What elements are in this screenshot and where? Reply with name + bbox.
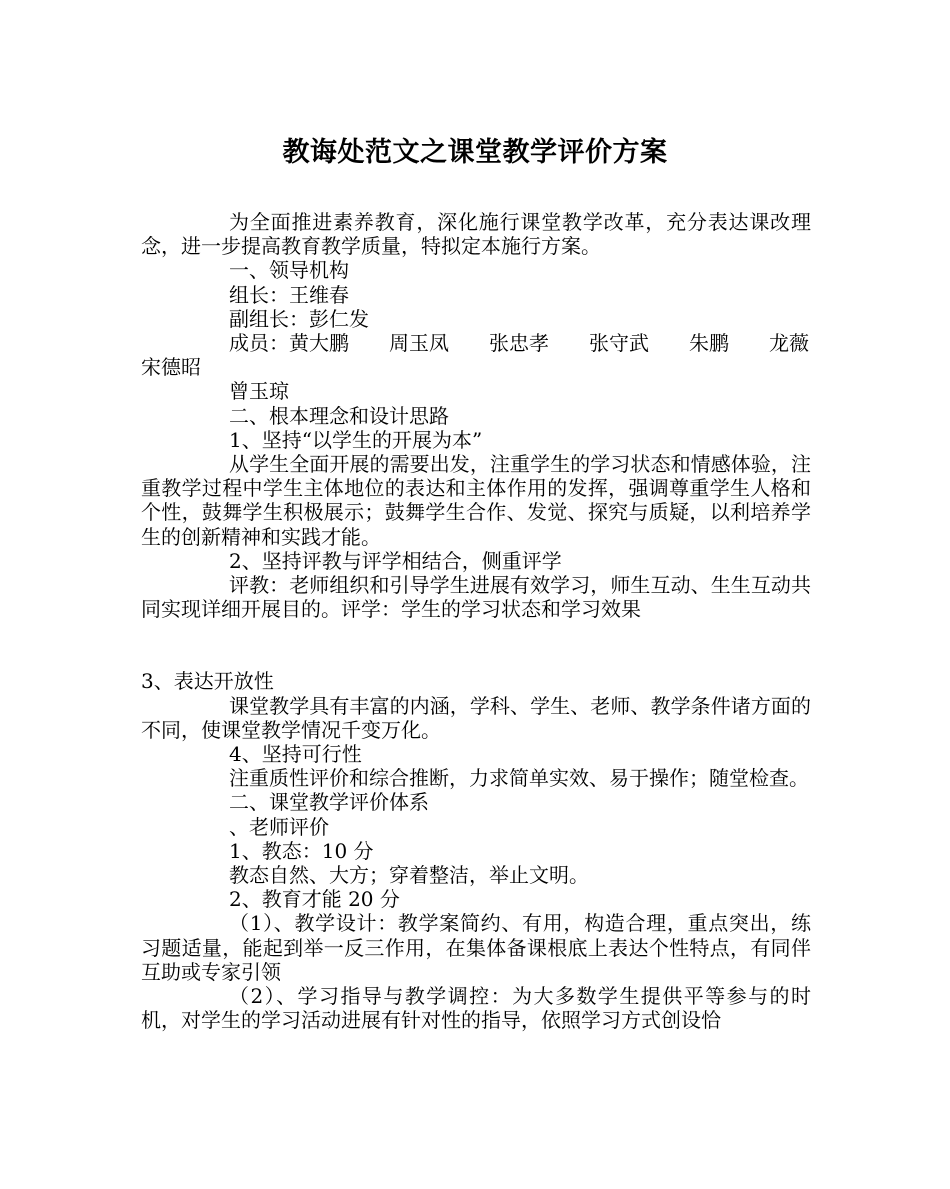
item-2-sub-1: （1）、教学设计：教学案简约、有用，构造合理，重点突出，练习题适量，能起到举一反三作用，在集体备课根底上表达个性特点，有同伴互助或专家引领 xyxy=(141,911,811,984)
item-2-sub-2: （2）、学习指导与教学调控：为大多数学生提供平等参与的时机，对学生的学习活动进展有针对性的指导，依照学习方式创设恰 xyxy=(141,984,811,1033)
member-name: 张忠孝 xyxy=(489,331,549,356)
teacher-evaluation-heading: 、老师评价 xyxy=(229,814,329,839)
deputy-line: 副组长：彭仁发 xyxy=(229,306,369,331)
document-body xyxy=(141,210,811,1033)
member-name: 朱鹏 xyxy=(689,331,729,356)
section-heading-leadership: 一、领导机构 xyxy=(229,258,349,283)
principle-4-text: 注重质性评价和综合推断，力求简单实效、易于操作；随堂检查。 xyxy=(229,766,809,791)
principle-2-heading: 2、坚持评教与评学相结合，侧重评学 xyxy=(229,548,562,573)
members-list xyxy=(141,331,811,404)
item-1-text: 教态自然、大方；穿着整洁，举止文明。 xyxy=(229,863,589,888)
paragraph-gap xyxy=(141,621,811,669)
member-name: 张守武 xyxy=(589,331,649,356)
document-title: 教诲处范文之课堂教学评价方案 xyxy=(282,137,668,168)
principle-2-text: 评教：老师组织和引导学生进展有效学习，师生互动、生生互动共同实现详细开展目的。评学：学生的学习状态和学习效果 xyxy=(141,573,811,622)
member-name: 黄大鹏 xyxy=(289,331,349,356)
principle-3-text: 课堂教学具有丰富的内涵，学科、学生、老师、教学条件诸方面的不同，使课堂教学情况千变万化。 xyxy=(141,693,811,742)
item-2-heading: 2、教育才能 20 分 xyxy=(229,887,400,912)
member-name: 曾玉琼 xyxy=(229,379,289,404)
section-heading-principles: 二、根本理念和设计思路 xyxy=(229,403,449,428)
principle-1-text: 从学生全面开展的需要出发，注重学生的学习状态和情感体验，注重教学过程中学生主体地位的表达和主体作用的发挥，强调尊重学生人格和个性，鼓舞学生积极展示；鼓舞学生合作、发觉、探究与质疑，以利培养学生的创新精神和实践才能。 xyxy=(141,452,811,549)
item-1-heading: 1、教态：10 分 xyxy=(229,838,374,863)
members-label: 成员： xyxy=(229,331,289,356)
principle-4-heading: 4、坚持可行性 xyxy=(229,742,362,767)
section-heading-evaluation-system: 二、课堂教学评价体系 xyxy=(229,790,429,815)
principle-3-heading: 3、表达开放性 xyxy=(141,669,274,694)
intro-paragraph: 为全面推进素养教育，深化施行课堂教学改革，充分表达课改理念，进一步提高教育教学质量，特拟定本施行方案。 xyxy=(141,210,811,259)
principle-1-heading: 1、坚持“以学生的开展为本” xyxy=(229,427,483,452)
member-name: 宋德昭 xyxy=(141,355,201,380)
member-name: 龙薇 xyxy=(769,331,809,356)
leader-line: 组长：王维春 xyxy=(229,282,349,307)
member-name: 周玉凤 xyxy=(389,331,449,356)
